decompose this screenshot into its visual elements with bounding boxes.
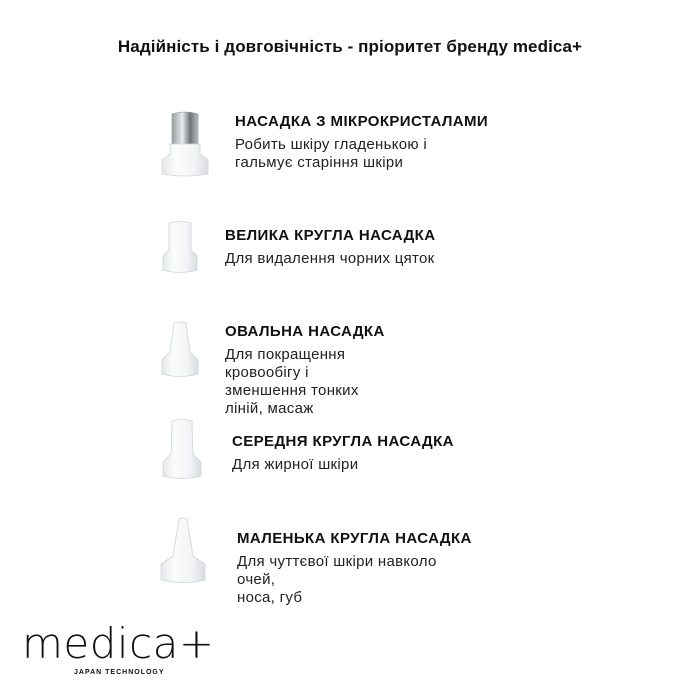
nozzle-heading: НАСАДКА З МІКРОКРИСТАЛАМИ [235,113,489,130]
large-round-nozzle-icon [158,220,202,276]
nozzle-description: Для покращення кровообігу і зменшення тонких ліній, масаж [225,346,359,417]
nozzle-heading: ВЕЛИКА КРУГЛА НАСАДКА [225,227,436,244]
nozzle-description: Для чуттєвої шкіри навколо очей, носа, губ [237,553,437,606]
nozzle-heading: ОВАЛЬНА НАСАДКА [225,323,385,340]
oval-nozzle-icon [157,320,203,380]
small-round-nozzle-icon [153,516,213,586]
page-title: Надійність і довговічність - пріоритет бренду medica+ [117,37,583,56]
brand-logo [22,619,215,677]
microcrystal-nozzle-icon [158,110,212,178]
nozzle-heading: МАЛЕНЬКА КРУГЛА НАСАДКА [237,530,472,547]
nozzle-description: Для жирної шкіри [232,456,359,473]
nozzle-description: Робить шкіру гладенькою і гальмує старіння шкіри [235,136,428,171]
nozzle-description: Для видалення чорних цяток [225,250,435,267]
logo-tagline: JAPAN TECHNOLOGY [74,669,165,676]
logo-brand: medica+ [22,619,215,668]
medium-round-nozzle-icon [158,418,206,482]
nozzle-heading: СЕРЕДНЯ КРУГЛА НАСАДКА [232,433,454,450]
